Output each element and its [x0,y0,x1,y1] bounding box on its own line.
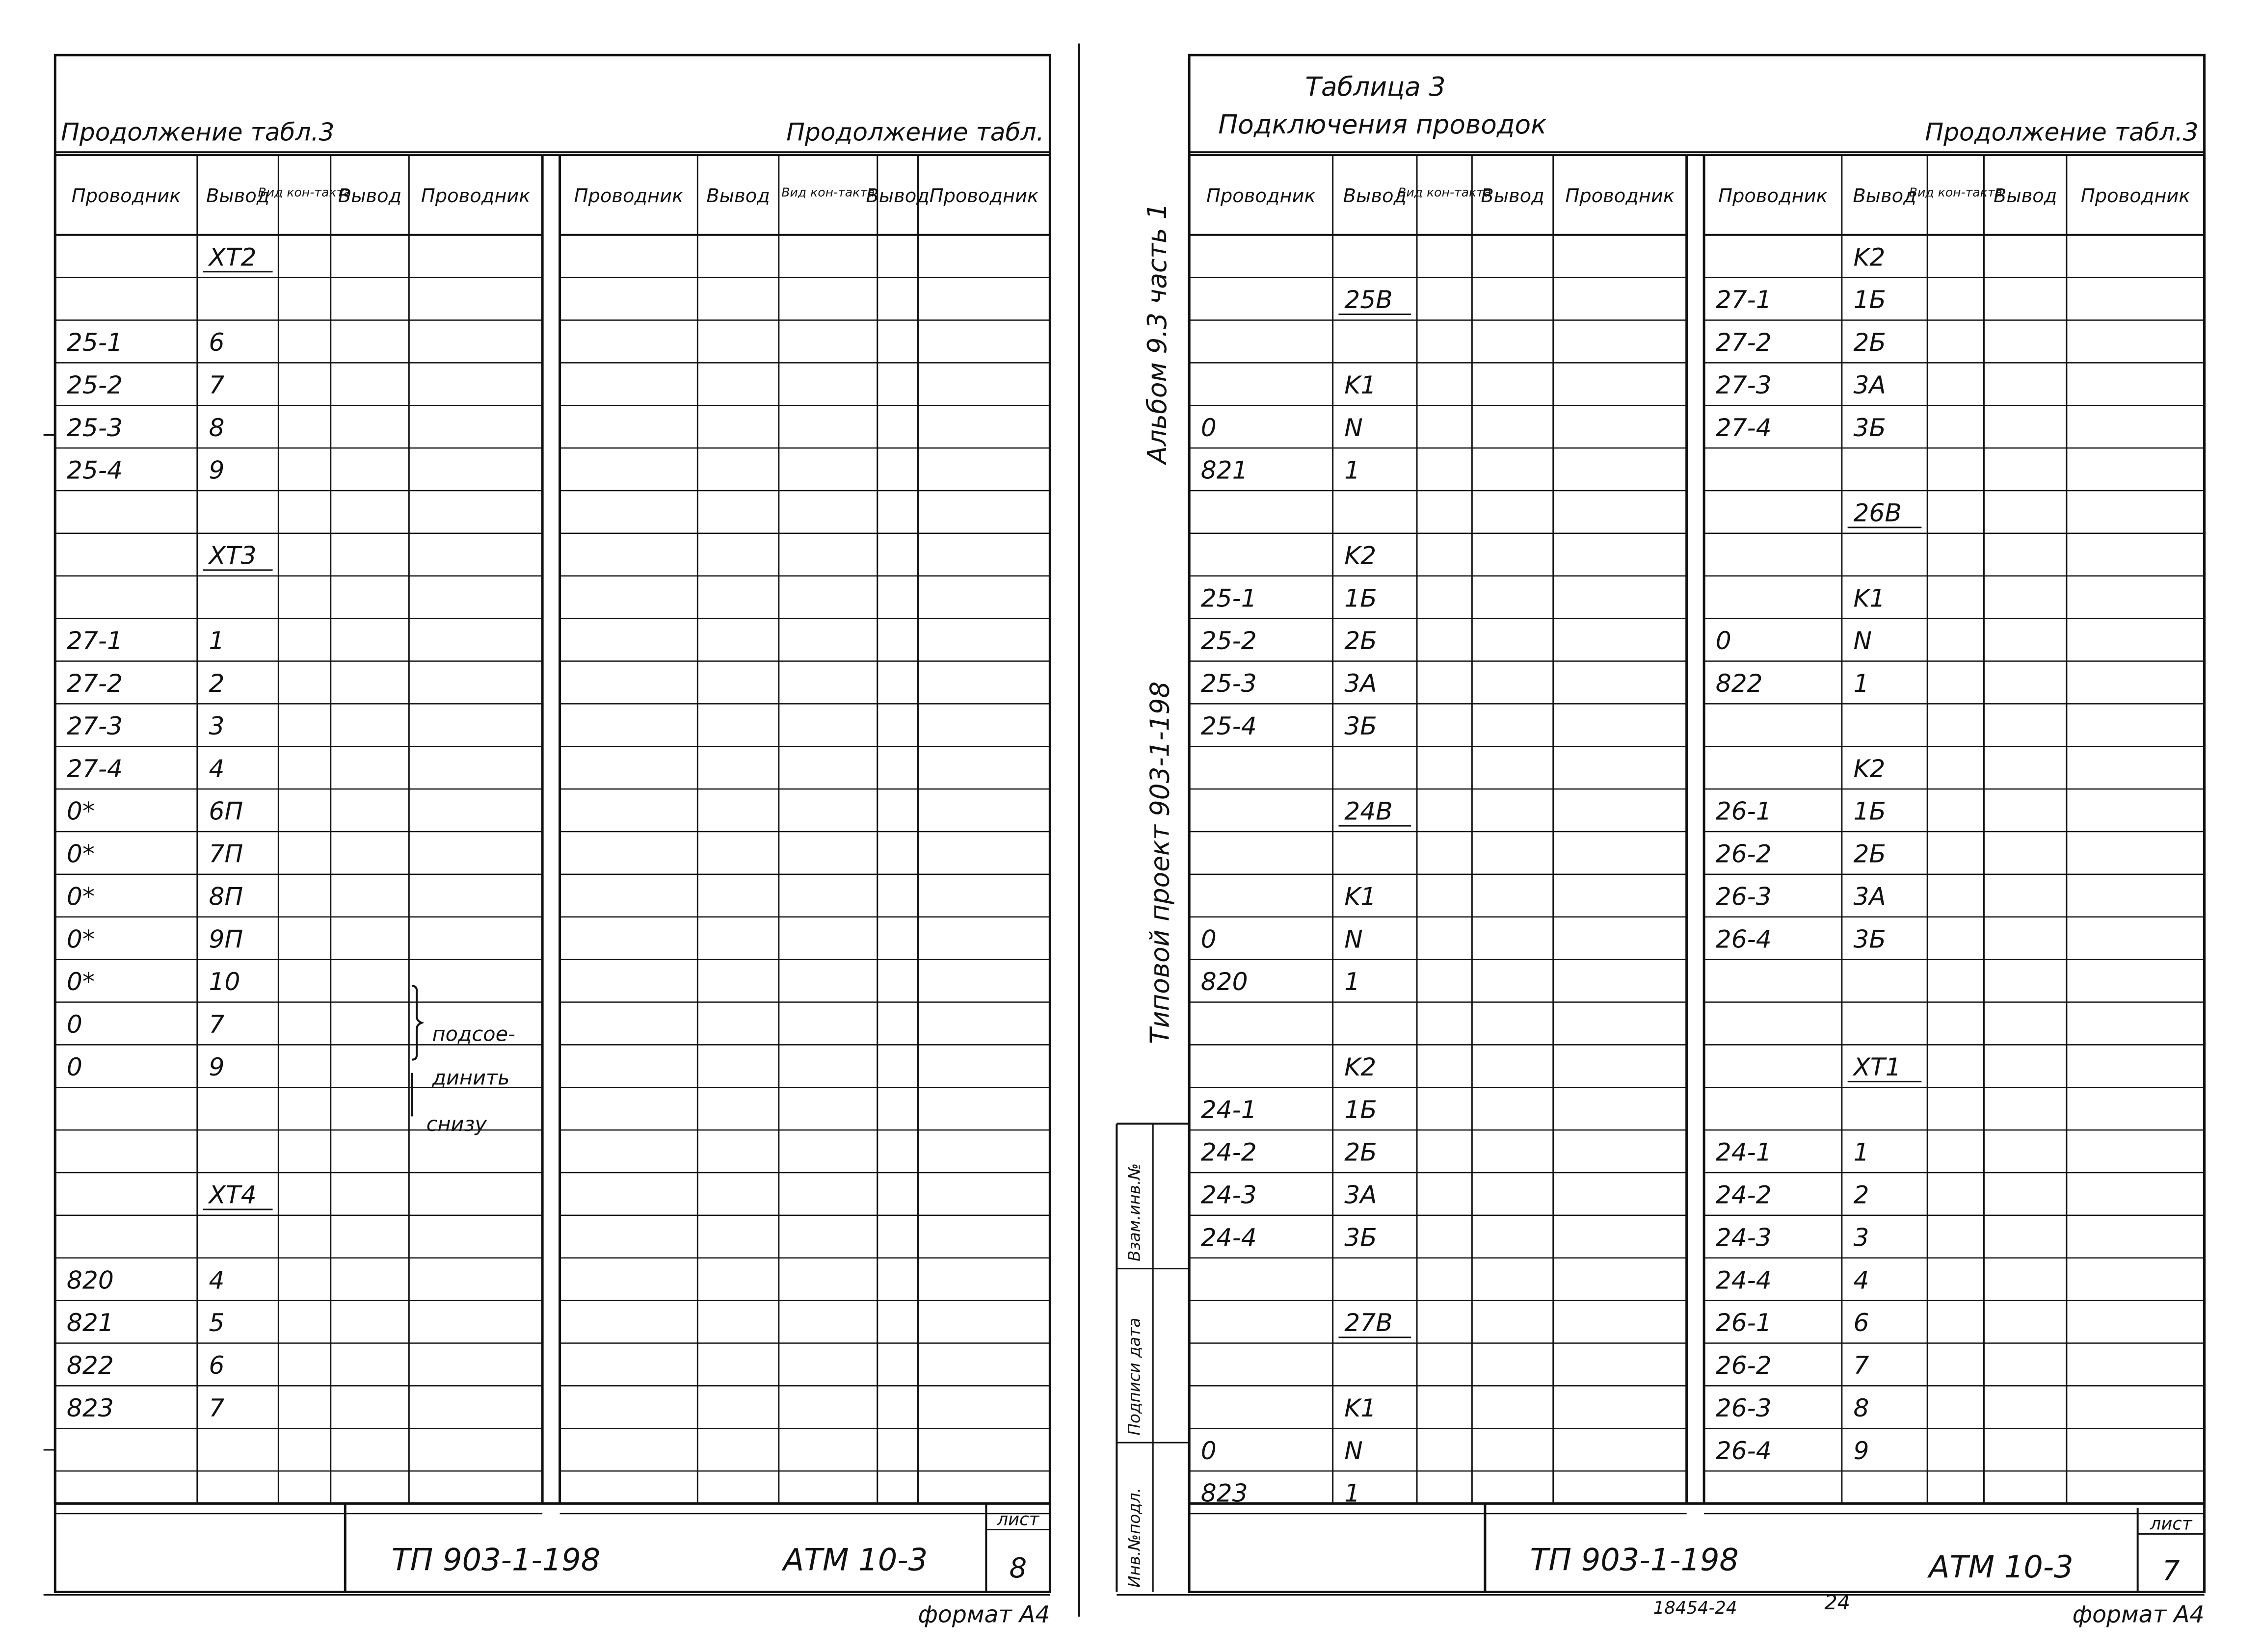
right-table-a-cell-terminal: 1 [1344,455,1360,485]
left-table-b-header-contact-type: Вид кон-такта [781,185,875,200]
right-table-a-cell-terminal: 25В [1344,285,1393,315]
right-table-b-header-contact-type: Вид кон-такта [1909,185,2002,200]
right-table-a-cell-conductor: 24-1 [1200,1095,1257,1124]
right-table-a-cell-terminal: 2Б [1344,626,1377,656]
table-subtitle: Подключения проводок [1218,109,1547,140]
right-table-b-cell-terminal: K2 [1853,242,1886,272]
left-table-a-cell-terminal: XT3 [209,541,257,570]
right-table-a-cell-terminal: 3Б [1344,1223,1377,1252]
right-table-a-cell-terminal: N [1344,413,1363,442]
right-table-a-cell-terminal: K1 [1344,370,1377,399]
right-table-a-cell-terminal: K1 [1344,882,1377,911]
table-lines [44,44,2205,1617]
left-table-a-cell-terminal: 6 [209,1351,225,1380]
left-table-a-cell-terminal: 7 [209,1393,225,1422]
left-table-a-cell-conductor: 821 [66,1308,114,1337]
right-table-b-cell-terminal: K1 [1853,583,1886,613]
left-table-b-header-conductor: Проводник [574,185,684,208]
left-table-a-cell-terminal: 8 [209,413,225,442]
right-table-b-cell-conductor: 822 [1715,669,1763,698]
right-table-b-cell-terminal: 2Б [1853,328,1886,357]
right-table-a-cell-terminal: K2 [1344,541,1377,570]
right-table-b-cell-conductor: 27-1 [1715,285,1772,315]
left-table-a-cell-terminal: 9 [209,455,225,485]
right-table-b-cell-conductor: 0 [1715,626,1731,656]
right-table-b-cell-conductor: 26-1 [1715,796,1772,826]
right-table-a-cell-terminal: 2Б [1344,1137,1377,1167]
right-table-a-cell-conductor: 24-2 [1200,1137,1257,1167]
right-table-b-cell-conductor: 26-4 [1715,1436,1772,1465]
left-sheet-number: 8 [1009,1552,1027,1585]
right-table-b-cell-terminal: N [1853,626,1872,656]
right-table-b-cell-terminal: 6 [1853,1308,1869,1337]
left-table-a-cell-terminal: 7П [209,839,243,868]
left-table-a-header-conductor: Проводник [71,185,181,208]
right-table-b-cell-terminal: 3А [1853,882,1886,911]
left-caption-continuation: Продолжение табл.3 [61,117,335,147]
left-caption-continuation-2: Продолжение табл. [786,117,1044,147]
left-table-b-header-conductor-2: Проводник [929,185,1039,208]
right-table-b-cell-terminal: 3А [1853,370,1886,399]
right-table-b-header-conductor-2: Проводник [2080,185,2190,208]
right-table-b-cell-conductor: 24-2 [1715,1180,1772,1209]
right-table-b-cell-conductor: 24-1 [1715,1137,1772,1167]
left-table-b-header-terminal: Вывод [706,185,770,208]
right-table-a-cell-terminal: K1 [1344,1393,1377,1422]
left-table-a-cell-conductor: 823 [66,1393,114,1422]
right-table-b-cell-conductor: 27-2 [1715,328,1772,357]
right-table-b-cell-terminal: 1 [1853,1137,1869,1167]
right-caption-continuation: Продолжение табл.3 [1925,117,2199,147]
right-table-b-cell-terminal: 1 [1853,669,1869,698]
right-table-b-cell-conductor: 27-4 [1715,413,1772,442]
right-table-a-cell-conductor: 0 [1200,1436,1217,1465]
left-table-a-cell-conductor: 27-2 [66,669,123,698]
left-table-a-header-terminal: Вывод [206,185,270,208]
right-stamp-document: ТП 903-1-198 [1530,1542,1739,1578]
left-table-a-cell-conductor: 27-4 [66,754,123,783]
left-table-a-cell-terminal: 6П [209,796,243,826]
right-table-a-cell-conductor: 24-3 [1200,1180,1257,1209]
left-table-a-cell-terminal: 2 [209,669,225,698]
table-title: Таблица 3 [1305,72,1446,103]
right-table-a-cell-terminal: 3А [1344,669,1377,698]
left-stamp-code: АТМ 10-3 [783,1542,928,1578]
left-table-a-cell-terminal: 7 [209,1010,225,1039]
right-table-b-cell-conductor: 26-3 [1715,882,1772,911]
left-table-a-cell-conductor: 25-1 [66,328,123,357]
left-table-a-header-contact-type: Вид кон-такта [258,185,351,200]
right-table-a-header-contact-type: Вид кон-такта [1398,185,1491,200]
right-table-b-cell-terminal: 7 [1853,1351,1869,1380]
left-table-a-cell-terminal: 5 [209,1308,225,1337]
right-table-b-cell-terminal: K2 [1853,754,1886,783]
side-stamp-signatures: Подписи дата [1125,1317,1144,1436]
right-table-a-cell-terminal: 3Б [1344,711,1377,740]
right-table-a-cell-conductor: 821 [1200,455,1248,485]
left-table-b-header-terminal-2: Вывод [866,185,930,208]
right-table-a-cell-conductor: 25-4 [1200,711,1257,740]
left-table-a-header-terminal-2: Вывод [338,185,402,208]
left-table-a-cell-terminal: XT4 [209,1180,257,1209]
right-stamp-code: АТМ 10-3 [1929,1549,2074,1585]
left-table-a-cell-terminal: 1 [209,626,225,656]
right-table-b-header-conductor: Проводник [1718,185,1828,208]
table-texts [61,72,2204,1628]
right-table-b-header-terminal: Вывод [1853,185,1916,208]
left-table-a-cell-conductor: 822 [66,1351,114,1380]
right-table-b-cell-terminal: 9 [1853,1436,1869,1465]
right-table-a-cell-terminal: 1 [1344,1478,1360,1508]
left-table-a-cell-conductor: 27-1 [66,626,123,656]
left-table-a-cell-terminal: 10 [209,967,240,996]
left-table-a-cell-conductor: 0* [66,839,95,868]
right-table-b-cell-terminal: 2Б [1853,839,1886,868]
right-table-a-header-conductor-2: Проводник [1565,185,1675,208]
right-table-b-cell-conductor: 24-3 [1715,1223,1772,1252]
right-table-b-cell-conductor: 26-2 [1715,1351,1772,1380]
left-table-a-cell-terminal: 7 [209,370,225,399]
right-table-a-cell-conductor: 820 [1200,967,1248,996]
right-table-a-header-terminal: Вывод [1343,185,1407,208]
right-table-a-cell-terminal: N [1344,924,1363,954]
left-table-a-cell-conductor: 0* [66,967,95,996]
right-sheet-number: 7 [2162,1555,2180,1587]
side-stamp-replacement: Взам.инв.№ [1125,1163,1144,1261]
left-format-label: формат А4 [918,1601,1050,1628]
left-table-a-cell-terminal: 4 [209,754,225,783]
right-table-a-cell-conductor: 25-2 [1200,626,1257,656]
right-table-b-cell-terminal: 1Б [1853,796,1886,826]
right-table-b-cell-conductor: 24-4 [1715,1265,1772,1295]
right-table-b-cell-terminal: 8 [1853,1393,1869,1422]
left-table-a-cell-conductor: 25-4 [66,455,123,485]
left-table-a-cell-conductor: 27-3 [66,711,123,740]
right-table-b-cell-terminal: 3Б [1853,413,1886,442]
right-table-a-cell-terminal: 27В [1344,1308,1393,1337]
right-table-a-cell-terminal: 1Б [1344,1095,1377,1124]
left-table-a-cell-terminal: 9 [209,1052,225,1081]
left-table-a-cell-conductor: 25-2 [66,370,123,399]
right-sheet-frame [1189,55,2205,1592]
right-table-a-cell-conductor: 25-3 [1200,669,1257,698]
left-table-a-cell-conductor: 25-3 [66,413,123,442]
left-table-a-cell-terminal: XT2 [209,242,257,272]
album-vertical-text: Альбом 9.3 часть 1 [1142,203,1172,464]
right-table-a-cell-terminal: 1 [1344,967,1360,996]
right-format-label: формат А4 [2072,1601,2205,1628]
left-table-a-cell-terminal: 4 [209,1265,225,1295]
right-table-b-cell-conductor: 26-2 [1715,839,1772,868]
right-table-b-cell-conductor: 27-3 [1715,370,1772,399]
note-brace [412,986,422,1116]
right-table-a-cell-terminal: N [1344,1436,1363,1465]
left-sheet-frame [55,55,1050,1592]
right-table-b-header-terminal-2: Вывод [1993,185,2057,208]
right-table-a-cell-conductor: 25-1 [1200,583,1257,613]
right-table-a-cell-terminal: K2 [1344,1052,1377,1081]
project-vertical-text: Типовой проект 903-1-198 [1144,681,1175,1044]
right-table-a-cell-terminal: 1Б [1344,583,1377,613]
left-table-a-cell-conductor: 0 [66,1010,82,1039]
side-stamp-inventory: Инв.№подл. [1125,1488,1144,1588]
left-table-a-cell-conductor: 820 [66,1265,114,1295]
left-stamp-document: ТП 903-1-198 [391,1542,601,1578]
right-table-a-cell-conductor: 823 [1200,1478,1248,1508]
right-table-a-header-conductor: Проводник [1206,185,1316,208]
right-table-b-cell-terminal: 3Б [1853,924,1886,954]
right-table-a-cell-conductor: 0 [1200,413,1217,442]
archive-number: 18454-24 [1653,1598,1737,1618]
right-table-a-cell-terminal: 24В [1344,796,1393,826]
right-table-b-cell-terminal: 2 [1853,1180,1869,1209]
right-sheet-label: лист [2150,1514,2192,1534]
left-table-a-cell-terminal: 6 [209,328,225,357]
right-table-b-cell-conductor: 26-4 [1715,924,1772,954]
note-line-2: динить [432,1066,510,1090]
right-table-b-cell-terminal: 3 [1853,1223,1869,1252]
right-table-b-cell-terminal: 1Б [1853,285,1886,315]
right-table-b-cell-terminal: 26В [1853,498,1902,527]
right-table-a-header-terminal-2: Вывод [1481,185,1544,208]
left-table-a-cell-conductor: 0 [66,1052,82,1081]
left-table-a-cell-conductor: 0* [66,924,95,954]
note-line-1: подсое- [432,1022,515,1046]
left-sheet-label: лист [997,1509,1039,1530]
right-table-b-cell-terminal: 4 [1853,1265,1869,1295]
left-table-a-cell-terminal: 3 [209,711,225,740]
left-table-a-cell-conductor: 0* [66,882,95,911]
right-table-a-cell-conductor: 24-4 [1200,1223,1257,1252]
left-table-a-header-conductor-2: Проводник [421,185,531,208]
right-table-a-cell-conductor: 0 [1200,924,1217,954]
page-number: 24 [1824,1591,1851,1615]
right-table-b-cell-terminal: XT1 [1853,1052,1901,1081]
left-table-a-cell-terminal: 8П [209,882,243,911]
right-table-b-cell-conductor: 26-3 [1715,1393,1772,1422]
left-table-a-cell-terminal: 9П [209,924,243,954]
left-table-a-cell-conductor: 0* [66,796,95,826]
right-table-b-cell-conductor: 26-1 [1715,1308,1772,1337]
note-line-3: снизу [426,1112,487,1136]
right-table-a-cell-terminal: 3А [1344,1180,1377,1209]
